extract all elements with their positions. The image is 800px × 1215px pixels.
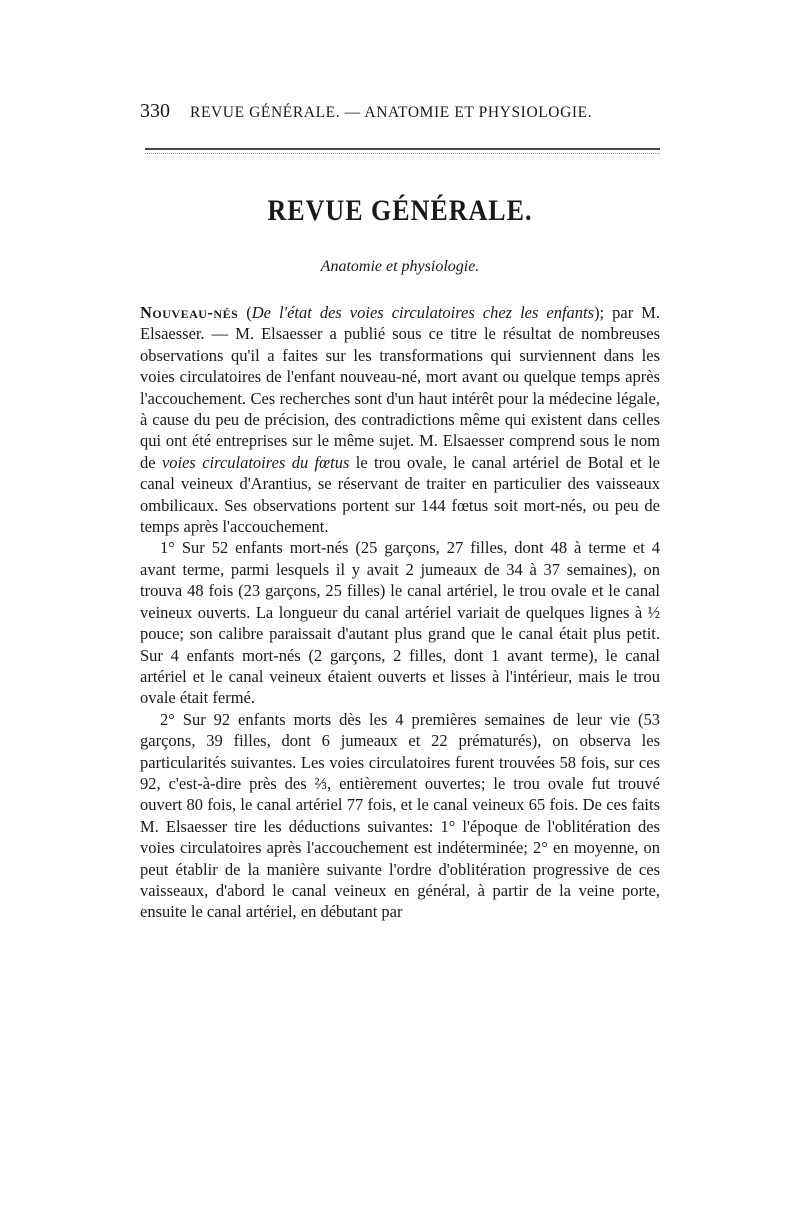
text-run: , entièrement ouvertes; le trou ovale fut trouvé ouvert 80 fois, le canal artériel 77 fois, et le canal veineux 65 fois. De ces faits M. Elsaesser tire les déductions suivantes: 1° l'époque de l'oblitération des voies circulatoires après l'accouchement est indéterminée; 2° en moyenne, on peut établir de la manière suivante l'ordre d'oblitération progressive de ces vaisseaux, d'abord le canal veineux en général, à partir de la veine porte, ensuite le canal artériel, en débutant par [140,773,660,922]
text-run: ); par M. Elsaesser. — M. Elsaesser a publié sous ce titre le résultat de nombreuses observations qu'il a faites sur les transformations qui surviennent dans les voies circulatoires de l'enfant nouveau-né, mort avant ou quelque temps après l'accouchement. Ces recherches sont d'un haut intérêt pour la médecine légale, à cause du peu de précision, des contradictions même qui existent dans celles qui ont été entreprises sur le même sujet. M. Elsaesser comprend sous le nom de [140,303,660,472]
fraction: ½ [647,602,660,622]
fraction: ⅔ [314,773,327,793]
paragraph-intro [140,302,660,537]
paragraph-mort-nes [140,537,660,708]
text-run: 2° Sur 92 enfants morts dès les 4 premières semaines de leur vie (53 garçons, 39 filles, dont 6 jumeaux et 22 prématurés), on observa les particularités suivantes. Les voies circulatoires furent trouvées 58 fois, sur ces 92, c'est-à-dire près des [140,709,660,793]
article-lead: Nouveau-nés [140,303,239,322]
page-number: 330 [140,100,170,122]
article-body [140,302,660,923]
section-title: REVUE GÉNÉRALE. [267,194,533,227]
text-run: 1° Sur 52 enfants mort-nés (25 garçons, 27 filles, dont 48 à terme et 4 avant terme, parmi lesquels il y avait 2 jumeaux de 34 à 37 semaines), on trouva 48 fois (23 garçons, 25 filles) le canal artériel, le trou ovale et le canal veineux ouverts. La longueur du canal artériel variait de quelques lignes à [140,538,660,622]
section-subtitle: Anatomie et physiologie. [320,258,480,275]
text-run: pouce; son calibre paraissait d'autant plus grand que le canal était plus petit. Sur 4 enfants mort-nés (2 garçons, 2 filles, dont 1 avant terme), le canal artériel et le canal veineux étaient ouverts et lisses à l'intérieur, mais le trou ovale était fermé. [140,624,660,708]
article-title-italic: De l'état des voies circulatoires chez les enfants [251,303,595,322]
header-rule [145,148,660,154]
running-head [140,100,660,126]
text-run: ( [238,303,252,322]
italic-term: voies circulatoires du fœtus [161,452,350,472]
paragraph-morts-premieres-semaines [140,709,660,923]
running-head-text: REVUE GÉNÉRALE. — ANATOMIE ET PHYSIOLOGIE. [190,104,593,121]
text-run: le trou ovale, le canal artériel de Botal et le canal veineux d'Arantius, se réservant de traiter en particulier des vaisseaux ombilicaux. Ses observations portent sur 144 fœtus soit mort-nés, ou peu de temps après l'accouchement. [140,452,661,537]
